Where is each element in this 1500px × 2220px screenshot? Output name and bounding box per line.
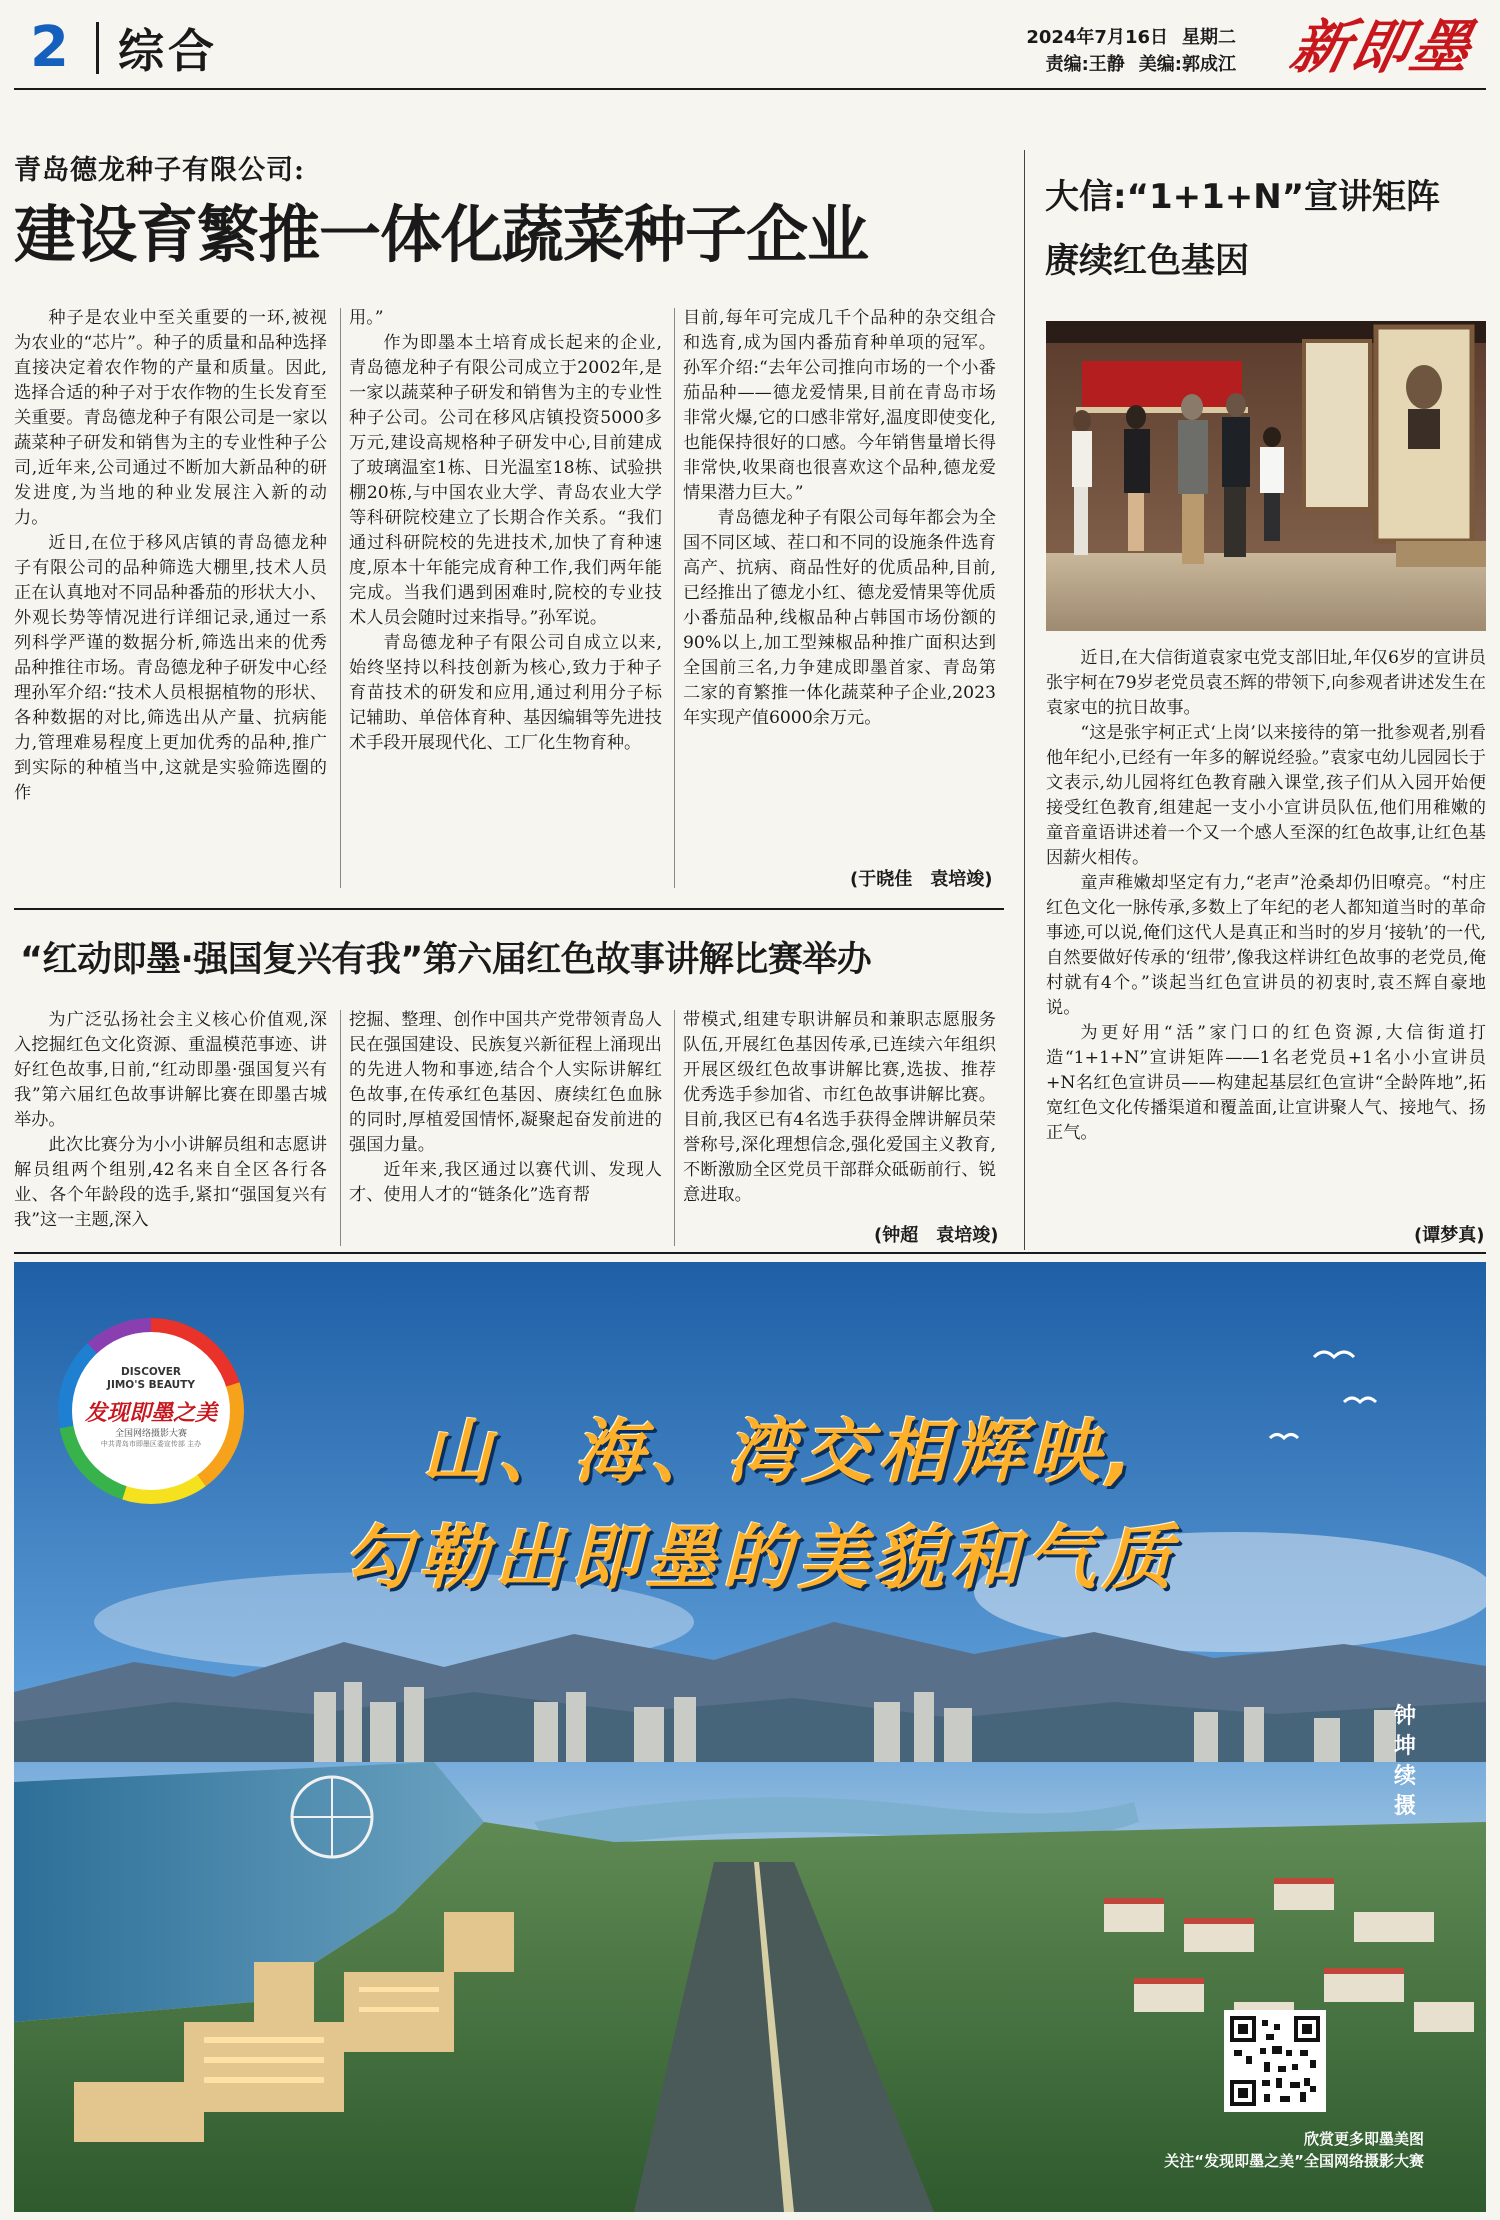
article2-byline: (钟超 袁培竣) <box>850 1221 998 1247</box>
masthead <box>14 8 1486 90</box>
page-number: 2 <box>30 15 69 80</box>
editor-credit: 责编:王静 <box>1045 54 1125 75</box>
article3-headline-line1: 大信:“1+1+N”宣讲矩阵 <box>1045 177 1441 217</box>
article3-headline-line2: 赓续红色基因 <box>1045 241 1249 281</box>
column-rule <box>340 1010 341 1246</box>
paragraph: 作为即墨本土培育成长起来的企业,青岛德龙种子有限公司成立于2002年,是一家以蔬菜种子研发和销售为主的专业性种子公司。公司在移风店镇投资5000多万元,建设高规格种子研发中心,目前建成了玻璃温室1栋、日光温室18栋、试验拱棚20栋,与中国农业大学、青岛农业大学等科研院校建立了长期合作关系。“我们通过科研院校的先进技术,加快了育种速度,原本十年能完成育种工作,我们两年能完成。当我们遇到困难时,院校的专业技术人员会随时过来指导。”孙军说。 <box>349 333 662 628</box>
article2-column-2 <box>349 1008 662 1208</box>
article1-column-2 <box>349 306 662 756</box>
section-name: 综合 <box>118 24 218 78</box>
badge-english-line1: DISCOVER <box>121 1366 181 1378</box>
paragraph: 种子是农业中至关重要的一环,被视为农业的“芯片”。种子的质量和品种选择直接决定着农作物的产量和质量。因此,选择合适的种子对于农作物的生长发育至关重要。青岛德龙种子有限公司是一家以蔬菜种子研发和销售为主的专业性种子公司,近年来,公司通过不断加大新品种的研发进度,为当地的种业发展注入新的动力。 <box>14 308 327 528</box>
paragraph: 用。” <box>349 308 384 328</box>
photo-banner <box>14 1262 1486 2212</box>
paragraph: 近日,在大信街道袁家屯党支部旧址,年仅6岁的宣讲员张宇柯在79岁老党员袁丕辉的带领下,向参观者讲述发生在袁家屯的抗日故事。 <box>1046 648 1486 718</box>
banner-title-line2: 勾勒出即墨的美貌和气质 <box>342 1517 1178 1599</box>
issue-date: 2024年7月16日 <box>1026 27 1168 48</box>
article1-byline: (于晓佳 袁培竣) <box>850 869 993 890</box>
paragraph: 近年来,我区通过以赛代训、发现人才、使用人才的“链条化”选育帮 <box>349 1160 662 1205</box>
page-column-rule <box>1024 150 1025 1250</box>
article3-photo <box>1046 321 1486 631</box>
paragraph: 目前,每年可完成几千个品种的杂交组合和选育,成为国内番茄育种单项的冠军。孙军介绍:“去年公司推向市场的一个小番茄品种——德龙爱情果,目前在青岛市场非常火爆,它的口感非常好,温度即使变化,也能保持很好的口感。今年销售量增长得非常快,收果商也很喜欢这个品种,德龙爱情果潜力巨大。” <box>683 308 996 503</box>
paragraph: 为更好用“活”家门口的红色资源,大信街道打造“1+1+N”宣讲矩阵——1名老党员+1名小小宣讲员+N名红色宣讲员——构建起基层红色宣讲“全龄阵地”,拓宽红色文化传播渠道和覆盖面,让宣讲聚人气、接地气、扬正气。 <box>1046 1023 1486 1143</box>
badge-subtitle: 全国网络摄影大赛 <box>114 1429 187 1439</box>
article2-headline: “红动即墨·强国复兴有我”第六届红色故事讲解比赛举办 <box>20 940 872 980</box>
article2-column-1 <box>14 1008 327 1233</box>
paragraph: “这是张宇柯正式‘上岗’以来接待的第一批参观者,别看他年纪小,已经有一年多的解说经验。”袁家屯幼儿园园长于文表示,幼儿园将红色教育融入课堂,孩子们从入园开始便接受红色教育,组建起一支小小宣讲员队伍,他们用稚嫩的童音童语讲述着一个又一个感人至深的红色故事,让红色基因薪火相传。 <box>1046 723 1486 868</box>
qr-caption <box>1164 2128 1424 2172</box>
banner-title-line1: 山、海、湾交相辉映, <box>421 1411 1139 1493</box>
masthead-info <box>1012 24 1236 78</box>
paragraph: 此次比赛分为小小讲解员组和志愿讲解员组两个组别,42名来自全区各行各业、各个年龄段的选手,紧扣“强国复兴有我”这一主题,深入 <box>14 1135 327 1230</box>
masthead-divider <box>96 22 99 74</box>
badge-english-line2: JIMO'S BEAUTY <box>107 1379 195 1391</box>
paragraph: 为广泛弘扬社会主义核心价值观,深入挖掘红色文化资源、重温模范事迹、讲好红色故事,日前,“红动即墨·强国复兴有我”第六届红色故事讲解比赛在即墨古城举办。 <box>14 1010 327 1130</box>
article1-column-1 <box>14 306 327 806</box>
article2-column-3 <box>683 1008 996 1208</box>
newspaper-logo: 新即墨 <box>1284 13 1480 81</box>
qr-caption-line2: 关注“发现即墨之美”全国网络摄影大赛 <box>1164 2152 1424 2170</box>
article1-kicker: 青岛德龙种子有限公司: <box>14 155 305 186</box>
photographer-credit: 钟坤续摄 <box>1393 1704 1416 1819</box>
article3-body <box>1046 646 1486 1146</box>
article1-column-3 <box>683 306 996 731</box>
badge-organizer: 中共青岛市即墨区委宣传部 主办 <box>100 1440 202 1448</box>
qr-code[interactable] <box>1224 2010 1326 2112</box>
qr-caption-line1: 欣赏更多即墨美图 <box>1303 2130 1424 2148</box>
column-rule <box>674 308 675 888</box>
article1-headline: 建设育繁推一体化蔬菜种子企业 <box>14 198 869 271</box>
paragraph: 带模式,组建专职讲解员和兼职志愿服务队伍,开展红色基因传承,已连续六年组织开展区级红色故事讲解比赛,选拔、推荐优秀选手参加省、市红色故事讲解比赛。目前,我区已有4名选手获得金牌讲解员荣誉称号,深化理想信念,强化爱国主义教育,不断激励全区党员干部群众砥砺前行、锐意进取。 <box>683 1010 996 1205</box>
paragraph: 青岛德龙种子有限公司自成立以来,始终坚持以科技创新为核心,致力于种子育苗技术的研发和应用,通过利用分子标记辅助、单倍体育种、基因编辑等先进技术手段开展现代化、工厂化生物育种。 <box>349 633 662 753</box>
column-rule <box>340 308 341 888</box>
article3-byline: (谭梦真) <box>1414 1225 1485 1246</box>
banner-top-rule <box>14 1252 1486 1254</box>
issue-weekday: 星期二 <box>1182 27 1236 48</box>
badge-title: 发现即墨之美 <box>84 1401 217 1426</box>
paragraph: 青岛德龙种子有限公司每年都会为全国不同区域、茬口和不同的设施条件选育高产、抗病、商品性好的优质品种,目前,已经推出了德龙小红、德龙爱情果等优质小番茄品种,线椒品种占韩国市场份额的90%以上,加工型辣椒品种推广面积达到全国前三名,力争建成即墨首家、青岛第二家的育繁推一体化蔬菜种子企业,2023年实现产值6000余万元。 <box>683 508 996 728</box>
paragraph: 挖掘、整理、创作中国共产党带领青岛人民在强国建设、民族复兴新征程上涌现出的先进人物和事迹,结合个人实际讲解红色故事,在传承红色基因、赓续红色血脉的同时,厚植爱国情怀,凝聚起奋发前进的强国力量。 <box>349 1010 662 1155</box>
paragraph: 近日,在位于移风店镇的青岛德龙种子有限公司的品种筛选大棚里,技术人员正在认真地对不同品种番茄的形状大小、外观长势等情况进行详细记录,通过一系列科学严谨的数据分析,筛选出来的优秀品种推往市场。青岛德龙种子研发中心经理孙军介绍:“技术人员根据植物的形状、各种数据的对比,筛选出从产量、抗病能力,管理难易程度上更加优秀的品种,推广到实际的种植当中,这就是实验筛选圈的作 <box>14 533 327 803</box>
art-editor-credit: 美编:郭成江 <box>1138 54 1236 75</box>
section-rule <box>14 908 1004 910</box>
paragraph: 童声稚嫩却坚定有力,“老声”沧桑却仍旧嘹亮。“村庄红色文化一脉传承,多数上了年纪的老人都知道当时的革命事迹,可以说,俺们这代人是真正和当时的岁月‘接轨’的一代,自然要做好传承的‘纽带’,像我这样讲红色故事的老党员,俺村就有4个。”谈起当红色宣讲员的初衷时,袁丕辉自豪地说。 <box>1046 873 1486 1018</box>
column-rule <box>674 1010 675 1246</box>
